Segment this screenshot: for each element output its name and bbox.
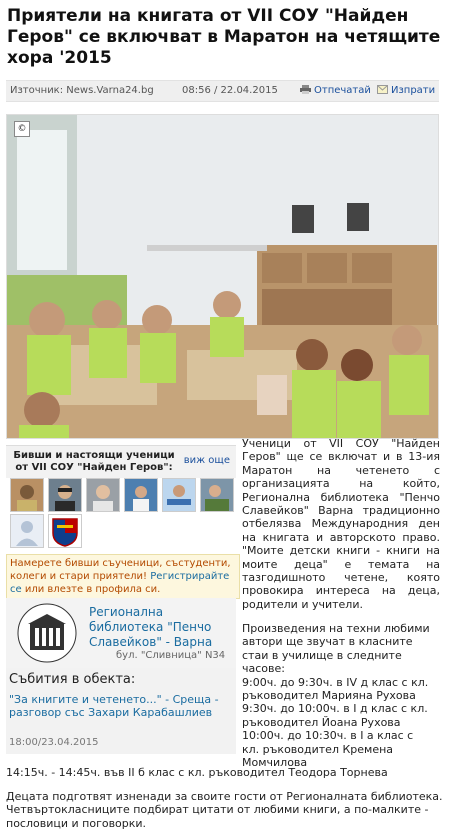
schedule-line: часове: (242, 662, 285, 676)
library-name-link[interactable]: Регионална библиотека "Пенчо Славейков" - Варна (89, 605, 213, 649)
registration-prompt (6, 554, 240, 599)
students-avatar-grid (6, 478, 236, 548)
schedule-line: стаи в училище в следните (242, 648, 402, 662)
copyright-badge: © (14, 121, 30, 137)
article-paragraph-4: Децата подготвят изненади за своите гости от Регионалната библиотека. Четвъртокласниците подбират цитати от любими книги, а по-малките - пословици и поговорки. (6, 790, 443, 830)
schedule-line: автори ще звучат в класните (242, 635, 413, 649)
avatar[interactable] (48, 514, 82, 548)
schedule-line: Произведения на техни любими (242, 622, 430, 635)
schedule-line: ръководител Марияна Рухова (242, 689, 416, 703)
schedule-line: кл. ръководител Кремена (242, 742, 394, 756)
print-link[interactable] (300, 81, 371, 101)
article-paragraph-3: 14:15ч. - 14:45ч. във II б клас с кл. ръководител Теодора Торнева (6, 766, 388, 779)
user-silhouette-icon (11, 515, 43, 547)
avatar[interactable] (10, 478, 44, 512)
send-link[interactable] (377, 81, 435, 101)
library-address: бул. "Сливница" N34 (116, 650, 226, 661)
avatar[interactable] (86, 478, 120, 512)
event-date: 18:00/23.04.2015 (9, 737, 99, 748)
printer-icon (300, 85, 311, 94)
article-paragraph-2 (242, 622, 440, 769)
send-label: Изпрати (391, 85, 436, 96)
avatar[interactable] (162, 478, 196, 512)
article-meta-bar (6, 80, 439, 102)
avatar[interactable] (200, 478, 234, 512)
register-link[interactable]: Регистрирайте се (10, 571, 230, 595)
event-link[interactable]: "За книгите и четенето..." - Среща - разговор със Захари Карабашлиев (9, 693, 219, 719)
club-crest-icon (49, 515, 81, 547)
avatar-placeholder[interactable] (10, 514, 44, 548)
source-label: Източник: News.Varna24.bg (10, 85, 154, 96)
article-title: Приятели на книгата от VII СОУ "Найден Геров" се включват в Маратон на четящите хора '2015 (7, 6, 441, 68)
article-paragraph-1: Ученици от VII СОУ "Найден Геров" ще се включат и в 13-ия Маратон на четенето с организацията на който, Регионална библиотека "Пенчо Славейков" Варна традиционно отбелязва Международния ден на книгата и авторското право. "Моите детски книги - книги на моите деца" е темата на тазгодишното четене, която провокира интереса на деца, родители и учители. (242, 437, 440, 611)
print-label: Отпечатай (314, 85, 371, 96)
library-card (6, 598, 236, 668)
events-box (6, 668, 236, 754)
students-box-title: Бивши и настоящи ученици от VII СОУ "Найден Геров": (13, 450, 175, 473)
avatar[interactable] (48, 478, 82, 512)
article-photo (6, 114, 439, 439)
schedule-line: 10:00ч. до 10:30ч. в I а клас с (242, 729, 414, 743)
classroom-photo-illustration (7, 115, 438, 438)
events-heading: Събития в обекта: (9, 672, 136, 687)
schedule-line: 9:00ч. до 9:30ч. в IV д клас с кл. (242, 675, 429, 689)
see-more-link[interactable]: виж още (183, 455, 230, 466)
envelope-icon (377, 85, 388, 94)
schedule-line: 9:30ч. до 10:00ч. в I д клас с кл. (242, 702, 428, 716)
prompt-text: Намерете бивши съученици, състуденти, колеги и стари приятели! (10, 558, 231, 582)
publish-datetime: 08:56 / 22.04.2015 (182, 85, 278, 96)
schedule-line: ръководител Йоана Рухова (242, 715, 401, 729)
students-box-header (6, 445, 236, 478)
avatar[interactable] (124, 478, 158, 512)
login-text: или влезте в профила си. (24, 584, 161, 595)
schedule-line: Момчилова (242, 756, 308, 770)
library-logo-icon (10, 602, 84, 664)
